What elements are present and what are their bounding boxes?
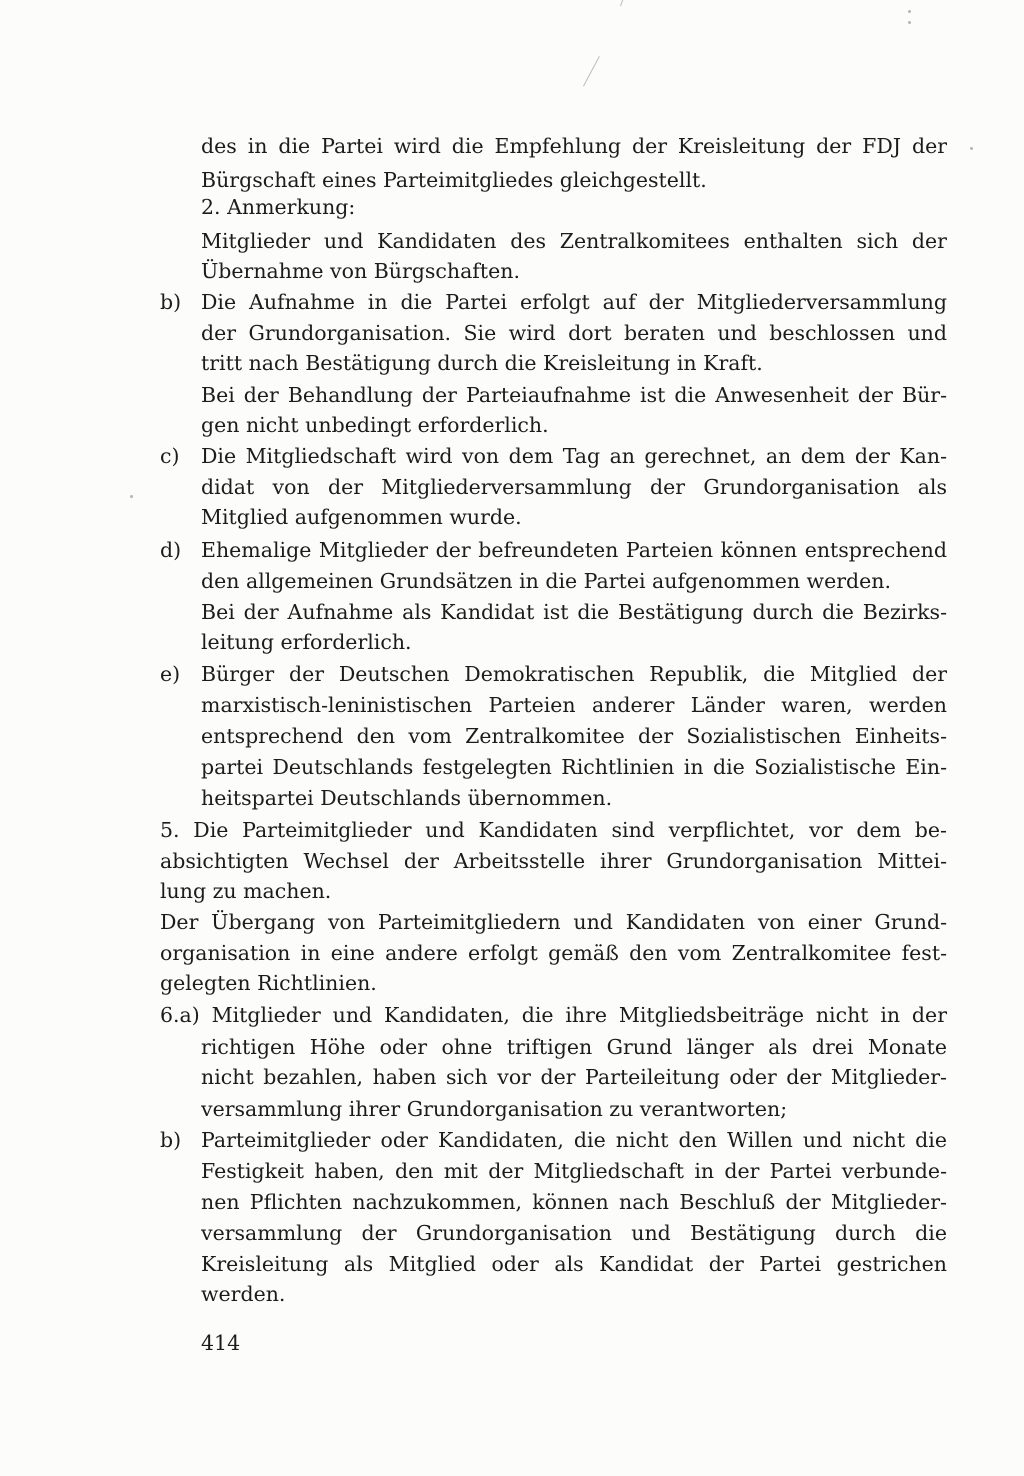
text-line xyxy=(0,1092,1024,1126)
scan-dot xyxy=(908,10,911,13)
list-item xyxy=(0,533,1024,567)
text-line xyxy=(0,781,1024,815)
text-line xyxy=(0,874,1024,908)
text-line xyxy=(0,346,1024,380)
line-text: entsprechend den vom Zentralkomitee der Sozialistischen Einheits- xyxy=(201,724,947,748)
list-marker: b) xyxy=(160,1128,182,1152)
line-text: Die Aufnahme in die Partei erfolgt auf der Mitgliederversammlung xyxy=(201,290,947,314)
text-line xyxy=(0,998,1024,1032)
line-text: 5. Die Parteimitglieder und Kandidaten sind verpflichtet, vor dem be- xyxy=(160,818,947,842)
line-text: Mitglieder und Kandidaten des Zentralkomitees enthalten sich der xyxy=(201,229,947,253)
line-text: der Grundorganisation. Sie wird dort beraten und beschlossen und xyxy=(201,321,947,345)
text-line xyxy=(0,1030,1024,1064)
text-line xyxy=(0,905,1024,939)
text-line xyxy=(0,966,1024,1000)
list-item xyxy=(0,439,1024,473)
line-text: absichtigten Wechsel der Arbeitsstelle ihrer Grundorganisation Mittei- xyxy=(160,849,947,873)
page-number: 414 xyxy=(201,1331,241,1355)
list-item xyxy=(0,285,1024,319)
text-line xyxy=(0,719,1024,753)
line-text: 6.a) Mitglieder und Kandidaten, die ihre Mitgliedsbeiträge nicht in der xyxy=(160,1003,947,1027)
line-text: heitspartei Deutschlands übernommen. xyxy=(201,786,613,810)
text-line xyxy=(0,500,1024,534)
line-text: Bürgschaft eines Parteimitgliedes gleichgestellt. xyxy=(201,168,707,192)
line-text: marxistisch-leninistischen Parteien anderer Länder waren, werden xyxy=(201,693,947,717)
line-text: leitung erforderlich. xyxy=(201,630,412,654)
line-text: gen nicht unbedingt erforderlich. xyxy=(201,413,549,437)
line-text: Festigkeit haben, den mit der Mitgliedschaft in der Partei verbunde- xyxy=(201,1159,947,1183)
line-text: Übernahme von Bürgschaften. xyxy=(201,259,520,283)
line-text: Parteimitglieder oder Kandidaten, die nicht den Willen und nicht die xyxy=(201,1128,947,1152)
text-line xyxy=(0,1277,1024,1311)
line-text: versammlung ihrer Grundorganisation zu verantworten; xyxy=(201,1097,788,1121)
text-line xyxy=(0,254,1024,288)
text-line xyxy=(0,625,1024,659)
line-text: gelegten Richtlinien. xyxy=(160,971,377,995)
line-text: richtigen Höhe oder ohne triftigen Grund länger als drei Monate xyxy=(201,1035,947,1059)
text-line xyxy=(0,378,1024,412)
list-item xyxy=(0,657,1024,691)
text-line xyxy=(0,1185,1024,1219)
list-marker: e) xyxy=(160,662,181,686)
text-line xyxy=(0,813,1024,847)
text-line xyxy=(0,470,1024,504)
line-text: Kreisleitung als Mitglied oder als Kandidat der Partei gestrichen xyxy=(201,1252,947,1276)
line-text: des in die Partei wird die Empfehlung der Kreisleitung der FDJ der xyxy=(201,134,947,158)
line-text: organisation in eine andere erfolgt gemäß den vom Zentralkomitee fest- xyxy=(160,941,947,965)
text-line xyxy=(0,1247,1024,1281)
text-line xyxy=(0,936,1024,970)
text-line xyxy=(0,190,1024,224)
line-text: lung zu machen. xyxy=(160,879,332,903)
line-text: tritt nach Bestätigung durch die Kreisleitung in Kraft. xyxy=(201,351,763,375)
line-text: nicht bezahlen, haben sich vor der Parteileitung oder der Mitglieder- xyxy=(201,1065,947,1089)
line-text: den allgemeinen Grundsätzen in die Partei aufgenommen werden. xyxy=(201,569,892,593)
line-text: Ehemalige Mitglieder der befreundeten Parteien können entsprechend xyxy=(201,538,947,562)
line-text: Der Übergang von Parteimitgliedern und Kandidaten von einer Grund- xyxy=(160,910,947,934)
list-marker: c) xyxy=(160,444,180,468)
text-line xyxy=(0,224,1024,258)
line-text: Bürger der Deutschen Demokratischen Republik, die Mitglied der xyxy=(201,662,947,686)
list-marker: b) xyxy=(160,290,182,314)
scan-mark xyxy=(583,56,600,86)
line-text: Die Mitgliedschaft wird von dem Tag an gerechnet, an dem der Kan- xyxy=(201,444,947,468)
text-line xyxy=(0,1216,1024,1250)
line-text: 2. Anmerkung: xyxy=(201,195,356,219)
text-line xyxy=(0,688,1024,722)
line-text: werden. xyxy=(201,1282,286,1306)
text-line xyxy=(0,129,1024,163)
text-line xyxy=(0,844,1024,878)
text-line xyxy=(0,595,1024,629)
line-text: nen Pflichten nachzukommen, können nach Beschluß der Mitglieder- xyxy=(201,1190,947,1214)
line-text: Bei der Behandlung der Parteiaufnahme ist die Anwesenheit der Bür- xyxy=(201,383,947,407)
line-text: didat von der Mitgliederversammlung der Grundorganisation als xyxy=(201,475,947,499)
text-line xyxy=(0,408,1024,442)
scan-mark xyxy=(620,0,633,6)
text-line xyxy=(0,1154,1024,1188)
text-line xyxy=(0,316,1024,350)
line-text: versammlung der Grundorganisation und Bestätigung durch die xyxy=(201,1221,947,1245)
text-line xyxy=(0,564,1024,598)
list-marker: d) xyxy=(160,538,182,562)
list-item xyxy=(0,1123,1024,1157)
text-line xyxy=(0,750,1024,784)
line-text: partei Deutschlands festgelegten Richtlinien in die Sozialistische Ein- xyxy=(201,755,947,779)
scan-dot xyxy=(908,21,911,24)
line-text: Mitglied aufgenommen wurde. xyxy=(201,505,522,529)
line-text: Bei der Aufnahme als Kandidat ist die Bestätigung durch die Bezirks- xyxy=(201,600,947,624)
text-line xyxy=(0,1060,1024,1094)
